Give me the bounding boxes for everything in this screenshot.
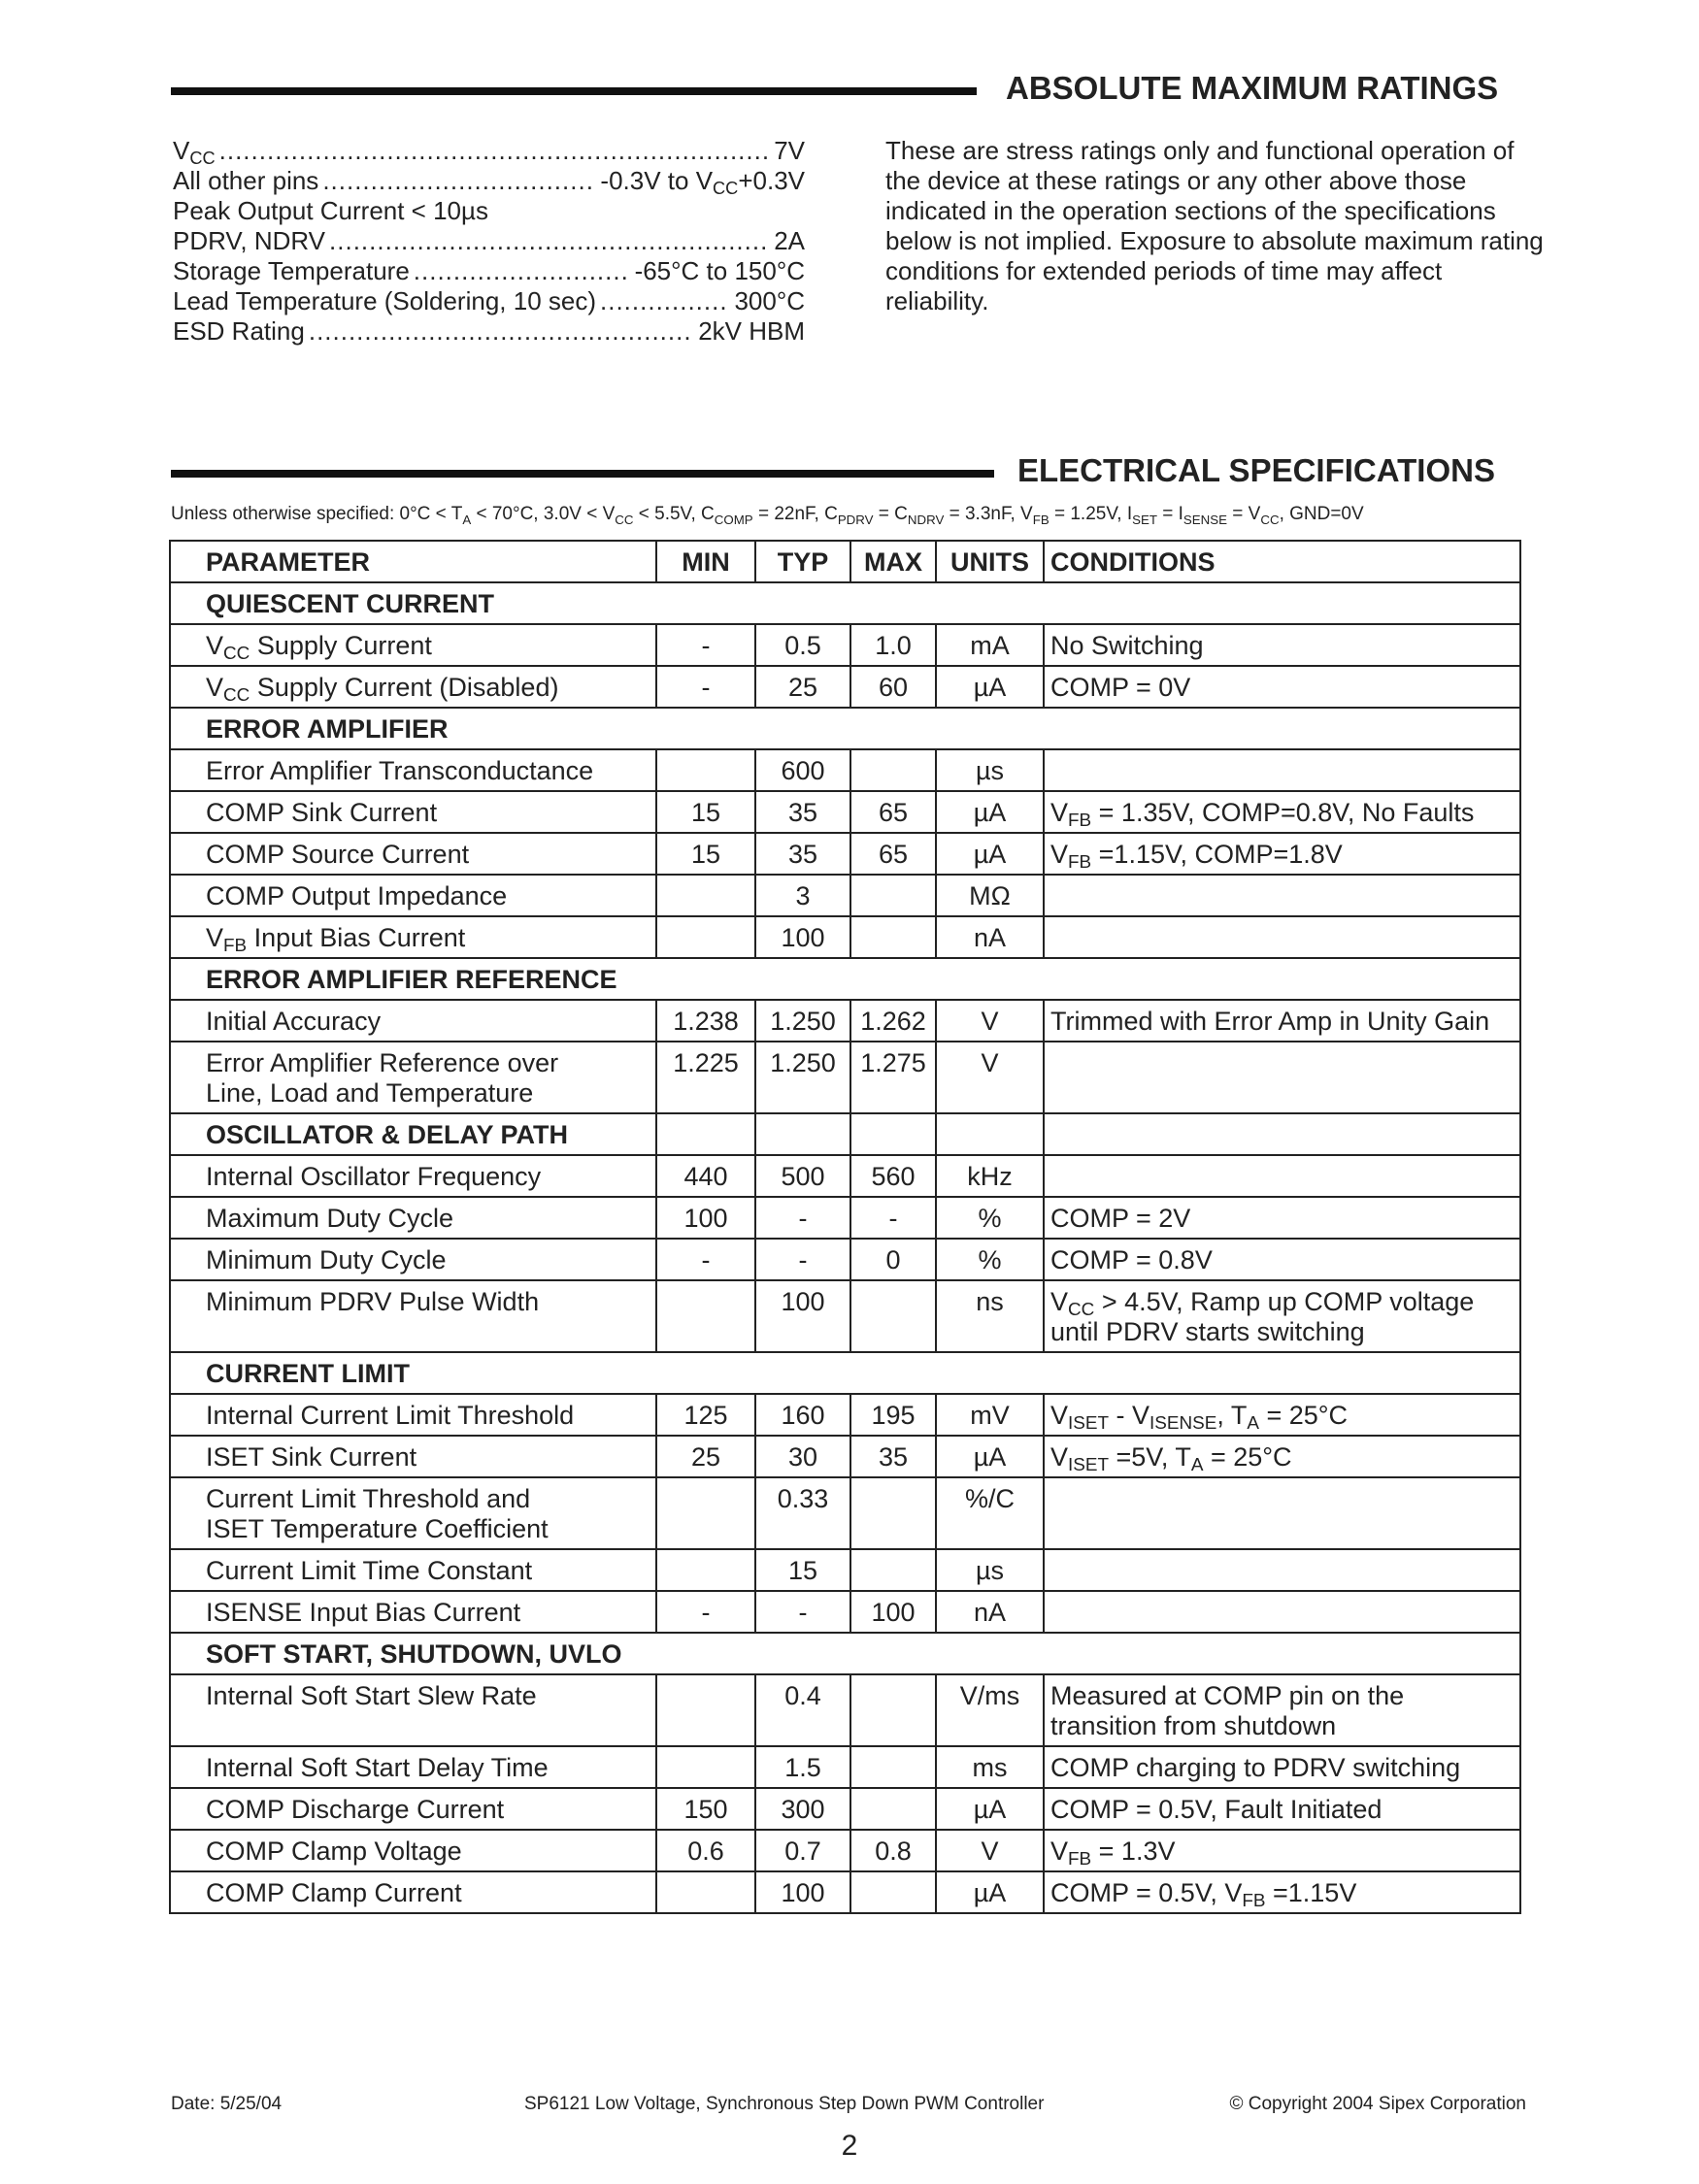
typ-cell: 25 [755, 666, 850, 708]
footer-date: Date: 5/25/04 [171, 2094, 283, 2114]
min-cell [656, 875, 755, 916]
param-cell: Minimum Duty Cycle [170, 1239, 656, 1280]
units-cell: ms [936, 1746, 1044, 1788]
typ-cell: 100 [755, 1871, 850, 1913]
max-cell: 100 [850, 1591, 936, 1633]
header-conditions: CONDITIONS [1044, 541, 1520, 582]
rating-line [173, 136, 805, 166]
empty-cell [936, 1113, 1044, 1155]
conditions-cell: COMP charging to PDRV switching [1044, 1746, 1520, 1788]
table-row [170, 1239, 1520, 1280]
units-cell: nA [936, 916, 1044, 958]
min-cell [656, 1674, 755, 1746]
typ-cell: - [755, 1197, 850, 1239]
empty-cell [850, 1113, 936, 1155]
rating-label: $V_{CC}$ [173, 136, 216, 168]
ratings-list [173, 136, 805, 347]
rating-value: 2A [774, 226, 805, 255]
typ-cell: - [755, 1591, 850, 1633]
units-cell: %/C [936, 1477, 1044, 1549]
min-cell: - [656, 1591, 755, 1633]
units-cell: V [936, 1042, 1044, 1113]
abs-max-title: ABSOLUTE MAXIMUM RATINGS [1006, 70, 1499, 106]
param-cell: ISET Sink Current [170, 1436, 656, 1477]
typ-cell: 1.5 [755, 1746, 850, 1788]
param-cell: $V_{FB}$ Input Bias Current [170, 916, 656, 958]
min-cell [656, 749, 755, 791]
rating-value: 2kV HBM [698, 316, 805, 346]
table-row [170, 1394, 1520, 1436]
units-cell: µA [936, 833, 1044, 875]
param-cell: $V_{CC}$ Supply Current [170, 624, 656, 666]
conditions-cell: COMP = 0.5V, Fault Initiated [1044, 1788, 1520, 1830]
units-cell: µA [936, 791, 1044, 833]
table-row [170, 749, 1520, 791]
empty-cell [1044, 1113, 1520, 1155]
param-cell: Current Limit Time Constant [170, 1549, 656, 1591]
min-cell: 150 [656, 1788, 755, 1830]
units-cell: ns [936, 1280, 1044, 1352]
section-label: ERROR AMPLIFIER REFERENCE [170, 958, 1520, 1000]
units-cell: µA [936, 1871, 1044, 1913]
min-cell [656, 1477, 755, 1549]
units-cell: % [936, 1197, 1044, 1239]
table-row [170, 1871, 1520, 1913]
section-rule [171, 87, 977, 95]
table-row [170, 791, 1520, 833]
units-cell: MΩ [936, 875, 1044, 916]
typ-cell: 160 [755, 1394, 850, 1436]
typ-cell: 35 [755, 791, 850, 833]
max-cell [850, 1280, 936, 1352]
param-cell: COMP Clamp Voltage [170, 1830, 656, 1871]
typ-cell: 1.250 [755, 1042, 850, 1113]
param-cell: COMP Clamp Current [170, 1871, 656, 1913]
units-cell: µA [936, 1788, 1044, 1830]
header-parameter: PARAMETER [170, 541, 656, 582]
units-cell: % [936, 1239, 1044, 1280]
section-rule [171, 470, 994, 478]
max-cell [850, 749, 936, 791]
param-cell: Internal Oscillator Frequency [170, 1155, 656, 1197]
min-cell: 25 [656, 1436, 755, 1477]
table-row [170, 1042, 1520, 1113]
max-cell [850, 916, 936, 958]
table-row [170, 624, 1520, 666]
max-cell: 65 [850, 833, 936, 875]
conditions-cell: COMP = 0.5V, $V_{FB} =1.15V$ [1044, 1871, 1520, 1913]
conditions-cell [1044, 1155, 1520, 1197]
typ-cell: 500 [755, 1155, 850, 1197]
param-cell: Initial Accuracy [170, 1000, 656, 1042]
param-cell: Minimum PDRV Pulse Width [170, 1280, 656, 1352]
typ-cell: 1.250 [755, 1000, 850, 1042]
rating-value: 300°C [734, 286, 805, 315]
min-cell: - [656, 666, 755, 708]
min-cell: 15 [656, 791, 755, 833]
table-row [170, 1591, 1520, 1633]
table-row [170, 1155, 1520, 1197]
min-cell: - [656, 1239, 755, 1280]
min-cell [656, 1549, 755, 1591]
max-cell: - [850, 1197, 936, 1239]
typ-cell: 600 [755, 749, 850, 791]
min-cell [656, 916, 755, 958]
conditions-cell: $V_{FB} =1.15V$, COMP=1.8V [1044, 833, 1520, 875]
table-row [170, 875, 1520, 916]
conditions-cell [1044, 749, 1520, 791]
param-cell: COMP Output Impedance [170, 875, 656, 916]
section-label: OSCILLATOR & DELAY PATH [170, 1113, 656, 1155]
section-row [170, 1633, 1520, 1674]
elec-spec-title: ELECTRICAL SPECIFICATIONS [1017, 452, 1495, 488]
leader-dots [329, 226, 770, 256]
leader-dots [414, 256, 631, 286]
spec-table [169, 540, 1521, 1914]
header-max: MAX [850, 541, 936, 582]
max-cell: 1.262 [850, 1000, 936, 1042]
max-cell [850, 875, 936, 916]
section-row [170, 1113, 1520, 1155]
max-cell [850, 1549, 936, 1591]
max-cell: 1.275 [850, 1042, 936, 1113]
typ-cell: - [755, 1239, 850, 1280]
typ-cell: 0.7 [755, 1830, 850, 1871]
min-cell: 125 [656, 1394, 755, 1436]
max-cell [850, 1871, 936, 1913]
max-cell: 560 [850, 1155, 936, 1197]
min-cell: 440 [656, 1155, 755, 1197]
table-header-row [170, 541, 1520, 582]
conditions-cell: $V_{ISET} - V_{ISENSE}$, $T_A = 25^\circ C$ [1044, 1394, 1520, 1436]
param-cell: Internal Soft Start Delay Time [170, 1746, 656, 1788]
max-cell [850, 1477, 936, 1549]
section-row [170, 582, 1520, 624]
rating-line [173, 196, 805, 226]
typ-cell: 100 [755, 1280, 850, 1352]
units-cell: V [936, 1000, 1044, 1042]
max-cell: 65 [850, 791, 936, 833]
conditions-cell: $V_{ISET} =5V$, $T_A = 25^\circ C$ [1044, 1436, 1520, 1477]
table-row [170, 1746, 1520, 1788]
conditions-cell [1044, 1591, 1520, 1633]
conditions-cell [1044, 916, 1520, 958]
table-row [170, 1000, 1520, 1042]
leader-dots [600, 286, 730, 316]
conditions-cell: COMP = 0.8V [1044, 1239, 1520, 1280]
units-cell: nA [936, 1591, 1044, 1633]
table-row [170, 916, 1520, 958]
section-row [170, 1352, 1520, 1394]
units-cell: µs [936, 1549, 1044, 1591]
conditions-cell [1044, 1549, 1520, 1591]
min-cell: 15 [656, 833, 755, 875]
rating-line [173, 226, 805, 256]
conditions-cell: COMP = 2V [1044, 1197, 1520, 1239]
rating-line [173, 286, 805, 316]
units-cell: µA [936, 1436, 1044, 1477]
leader-dots [309, 316, 694, 347]
table-row [170, 833, 1520, 875]
max-cell [850, 1746, 936, 1788]
min-cell: - [656, 624, 755, 666]
typ-cell: 0.5 [755, 624, 850, 666]
min-cell: 0.6 [656, 1830, 755, 1871]
rating-value: -65°C to 150°C [634, 256, 805, 285]
table-row [170, 1549, 1520, 1591]
param-cell: ISENSE Input Bias Current [170, 1591, 656, 1633]
empty-cell [656, 1113, 755, 1155]
param-cell: COMP Source Current [170, 833, 656, 875]
typ-cell: 0.4 [755, 1674, 850, 1746]
table-row [170, 1477, 1520, 1549]
empty-cell [755, 1113, 850, 1155]
min-cell [656, 1746, 755, 1788]
header-typ: TYP [755, 541, 850, 582]
conditions-cell: $V_{FB} = 1.35V$, COMP=0.8V, No Faults [1044, 791, 1520, 833]
rating-value: 7V [774, 136, 805, 165]
max-cell [850, 1788, 936, 1830]
max-cell: 195 [850, 1394, 936, 1436]
rating-label: Peak Output Current < 10µs [173, 196, 488, 225]
units-cell: V [936, 1830, 1044, 1871]
section-label: CURRENT LIMIT [170, 1352, 1520, 1394]
min-cell [656, 1871, 755, 1913]
min-cell: 100 [656, 1197, 755, 1239]
rating-label: PDRV, NDRV [173, 226, 326, 255]
typ-cell: 35 [755, 833, 850, 875]
typ-cell: 300 [755, 1788, 850, 1830]
max-cell: 35 [850, 1436, 936, 1477]
section-row [170, 708, 1520, 749]
rating-label: ESD Rating [173, 316, 305, 346]
units-cell: µs [936, 749, 1044, 791]
rating-line [173, 256, 805, 286]
table-row [170, 1788, 1520, 1830]
rating-value: -0.3V to $V_{CC}+0.3V$ [600, 166, 805, 198]
section-label: QUIESCENT CURRENT [170, 582, 1520, 624]
leader-dots [219, 136, 771, 166]
max-cell: 1.0 [850, 624, 936, 666]
table-row [170, 1436, 1520, 1477]
conditions-cell: Trimmed with Error Amp in Unity Gain [1044, 1000, 1520, 1042]
typ-cell: 15 [755, 1549, 850, 1591]
param-cell: Error Amplifier Transconductance [170, 749, 656, 791]
typ-cell: 3 [755, 875, 850, 916]
param-cell: Internal Current Limit Threshold [170, 1394, 656, 1436]
conditions-cell [1044, 1477, 1520, 1549]
conditions-cell [1044, 1042, 1520, 1113]
conditions-cell: No Switching [1044, 624, 1520, 666]
leader-dots [322, 166, 596, 196]
rating-label: Storage Temperature [173, 256, 410, 285]
rating-line [173, 166, 805, 196]
max-cell: 0.8 [850, 1830, 936, 1871]
units-cell: V/ms [936, 1674, 1044, 1746]
typ-cell: 30 [755, 1436, 850, 1477]
param-cell: Error Amplifier Reference over Line, Load and Temperature [170, 1042, 656, 1113]
footer-copyright: © Copyright 2004 Sipex Corporation [1229, 2094, 1526, 2114]
max-cell: 0 [850, 1239, 936, 1280]
units-cell: mV [936, 1394, 1044, 1436]
conditions-cell: $V_{CC} > 4.5V$, Ramp up COMP voltage until PDRV starts switching [1044, 1280, 1520, 1352]
section-label: ERROR AMPLIFIER [170, 708, 1520, 749]
min-cell: 1.225 [656, 1042, 755, 1113]
page-number: 2 [841, 2130, 858, 2162]
typ-cell: 100 [755, 916, 850, 958]
param-cell: COMP Sink Current [170, 791, 656, 833]
param-cell: Internal Soft Start Slew Rate [170, 1674, 656, 1746]
stress-note: These are stress ratings only and functional operation of the device at these ratings or any other above those indicated in the operation sections of the specifications below is not implied. Exposure to absolute maximum rating conditions for extended periods of time may affect reliability. [885, 136, 1544, 315]
rating-line [173, 316, 805, 347]
table-row [170, 1280, 1520, 1352]
conditions-cell: Measured at COMP pin on the transition from shutdown [1044, 1674, 1520, 1746]
conditions-cell [1044, 875, 1520, 916]
test-conditions: Unless otherwise specified: $0^\circ C < T_A < 70^\circ C$, $3.0V < V_{CC} < 5.5V$, $C_{COMP} = 22nF$, $C_{PDRV} = C_{NDRV} = 3.3nF$, $V_{FB} = 1.25V$, $I_{SET} = I_{SENSE} = V_{CC}$, GND=0V [171, 504, 1364, 527]
table-row [170, 666, 1520, 708]
footer-doc-title: SP6121 Low Voltage, Synchronous Step Down PWM Controller [524, 2094, 1045, 2114]
units-cell: mA [936, 624, 1044, 666]
max-cell [850, 1674, 936, 1746]
conditions-cell: $V_{FB} = 1.3V$ [1044, 1830, 1520, 1871]
param-cell: Maximum Duty Cycle [170, 1197, 656, 1239]
typ-cell: 0.33 [755, 1477, 850, 1549]
param-cell: COMP Discharge Current [170, 1788, 656, 1830]
param-cell: Current Limit Threshold and ISET Temperature Coefficient [170, 1477, 656, 1549]
units-cell: kHz [936, 1155, 1044, 1197]
rating-label: All other pins [173, 166, 319, 195]
rating-label: Lead Temperature (Soldering, 10 sec) [173, 286, 596, 315]
table-row [170, 1197, 1520, 1239]
conditions-cell: COMP = 0V [1044, 666, 1520, 708]
table-row [170, 1674, 1520, 1746]
min-cell: 1.238 [656, 1000, 755, 1042]
header-units: UNITS [936, 541, 1044, 582]
header-min: MIN [656, 541, 755, 582]
param-cell: $V_{CC}$ Supply Current (Disabled) [170, 666, 656, 708]
section-row [170, 958, 1520, 1000]
units-cell: µA [936, 666, 1044, 708]
min-cell [656, 1280, 755, 1352]
table-row [170, 1830, 1520, 1871]
section-label: SOFT START, SHUTDOWN, UVLO [170, 1633, 1520, 1674]
max-cell: 60 [850, 666, 936, 708]
